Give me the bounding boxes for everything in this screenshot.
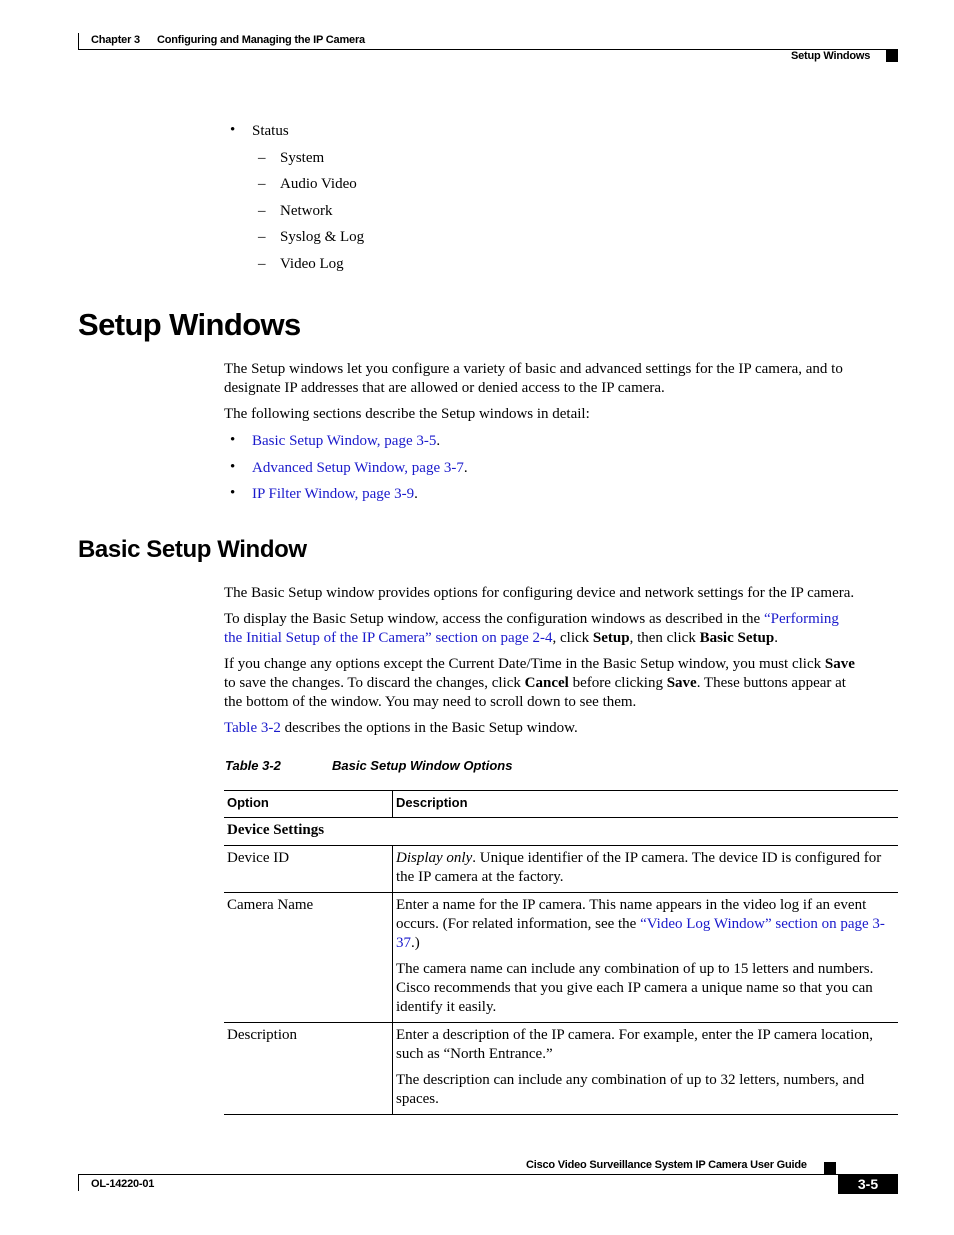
setup-windows-intro: The Setup windows let you configure a variety of basic and advanced settings for the IP camera, and to designate IP addresses that are allowed or denied access to the IP camera. bbox=[224, 361, 843, 396]
table-row bbox=[224, 1023, 898, 1115]
basic-setup-para3: If you change any options except the Current Date/Time in the Basic Setup window, you must click Save to save the changes. To discard the changes, click Cancel before clicking Save. These buttons appear at the bottom of the window. You may need to scroll down to see them. bbox=[224, 656, 855, 710]
desc-description: Enter a description of the IP camera. For example, enter the IP camera location, such as “North Entrance.” The description can include any combination of up to 32 letters, numbers, and spaces. bbox=[393, 1023, 899, 1115]
footer-page-number: 3-5 bbox=[857, 1176, 879, 1192]
table-caption-title: Basic Setup Window Options bbox=[332, 758, 513, 773]
footer-guide-title: Cisco Video Surveillance System IP Camera User Guide bbox=[526, 1159, 807, 1171]
status-item-video-log: Video Log bbox=[280, 256, 344, 272]
table-row bbox=[224, 893, 898, 1023]
bullet-dot: • bbox=[230, 122, 236, 138]
status-bullet: Status bbox=[252, 123, 289, 139]
footer-left-rule bbox=[78, 1174, 79, 1191]
header-chapter: Chapter 3 bbox=[91, 34, 140, 46]
link-basic-setup[interactable]: Basic Setup Window, page 3-5 bbox=[252, 433, 437, 449]
setup-windows-heading: Setup Windows bbox=[78, 307, 301, 342]
link-ip-filter[interactable]: IP Filter Window, page 3-9 bbox=[252, 486, 415, 502]
status-item-audio-video: Audio Video bbox=[280, 176, 357, 192]
table-row bbox=[224, 846, 898, 893]
header-section: Setup Windows bbox=[791, 50, 871, 62]
dash: – bbox=[258, 229, 266, 245]
link-video-log-window[interactable]: “Video Log Window” section on page 3-37 bbox=[396, 916, 885, 951]
option-device-id: Device ID bbox=[224, 846, 393, 893]
footer-black-box bbox=[824, 1162, 836, 1174]
dash: – bbox=[258, 256, 266, 272]
footer-doc-number: OL-14220-01 bbox=[91, 1178, 155, 1190]
header-rule bbox=[78, 49, 898, 50]
dash: – bbox=[258, 176, 266, 192]
header-chapter-title: Configuring and Managing the IP Camera bbox=[157, 34, 365, 46]
status-item-syslog: Syslog & Log bbox=[280, 229, 365, 245]
bullet-dot: • bbox=[230, 459, 236, 475]
dash: – bbox=[258, 203, 266, 219]
col-header-description: Description bbox=[393, 791, 899, 818]
link-performing-initial-setup-cont[interactable]: the Initial Setup of the IP Camera” section on page 2-4 bbox=[224, 630, 553, 646]
basic-setup-para1: The Basic Setup window provides options for configuring device and network settings for the IP camera. bbox=[224, 585, 855, 601]
bullet-dot: • bbox=[230, 432, 236, 448]
status-item-network: Network bbox=[280, 203, 333, 219]
desc-camera-name: Enter a name for the IP camera. This name appears in the video log if an event occurs. (For related information, see the “Video Log Window” section on page 3-37.) The camera name can include any combination of up to 15 letters and numbers. Cisco recommends that you give each IP camera a unique name so that you can identify it easily. bbox=[393, 893, 899, 1023]
bullet-dot: • bbox=[230, 485, 236, 501]
header-left-rule bbox=[78, 33, 79, 50]
group-device-settings: Device Settings bbox=[224, 818, 898, 846]
basic-setup-para4: Table 3-2 describes the options in the Basic Setup window. bbox=[224, 720, 578, 736]
basic-setup-heading: Basic Setup Window bbox=[78, 536, 307, 563]
option-description: Description bbox=[224, 1023, 393, 1115]
options-table bbox=[224, 790, 898, 1115]
status-item-system: System bbox=[280, 150, 325, 166]
link-table-3-2[interactable]: Table 3-2 bbox=[224, 720, 281, 736]
desc-device-id: Display only. Unique identifier of the IP camera. The device ID is configured for the IP camera at the factory. bbox=[393, 846, 899, 893]
link-performing-initial-setup[interactable]: “Performing bbox=[763, 611, 839, 627]
table-caption-number: Table 3-2 bbox=[225, 758, 281, 773]
footer-rule bbox=[78, 1174, 898, 1175]
option-camera-name: Camera Name bbox=[224, 893, 393, 1023]
dash: – bbox=[258, 150, 266, 166]
setup-windows-list-intro: The following sections describe the Setup windows in detail: bbox=[224, 406, 590, 422]
col-header-option: Option bbox=[224, 791, 393, 818]
basic-setup-para2: To display the Basic Setup window, access the configuration windows as described in the “Performing the Initial Setup of the IP Camera” section on page 2-4, click Setup, then click Basic Setup. bbox=[224, 611, 839, 646]
header-black-box bbox=[886, 50, 898, 62]
link-advanced-setup[interactable]: Advanced Setup Window, page 3-7 bbox=[252, 460, 464, 476]
